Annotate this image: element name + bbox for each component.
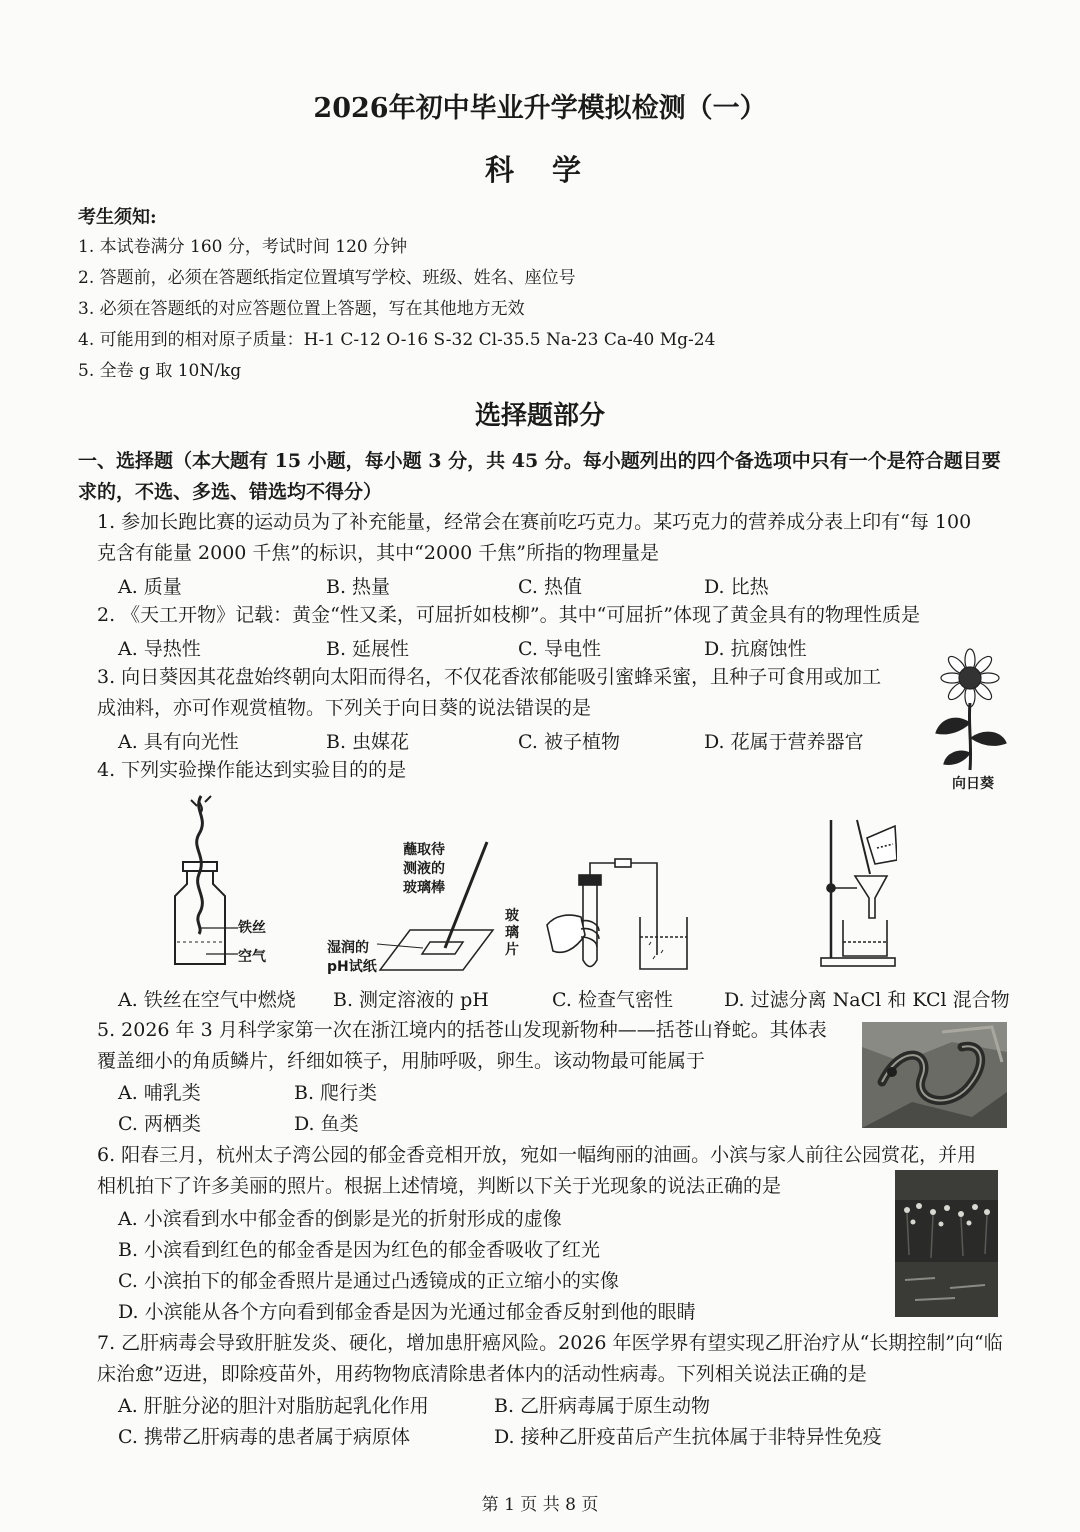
label-air: 空气 [238, 949, 266, 965]
q5-option-c: C. 两栖类 [118, 1113, 201, 1135]
question-1-line-1: 1. 参加长跑比赛的运动员为了补充能量，经常会在赛前吃巧克力。某巧克力的营养成分表上印有“每 100 [97, 511, 972, 533]
label-rod-1: 蘸取待 [403, 842, 445, 858]
notice-item: 5. 全卷 g 取 10N/kg [78, 361, 242, 381]
q2-option-c: C. 导电性 [518, 638, 601, 660]
question-3-line-2: 成油料，亦可作观赏植物。下列关于向日葵的说法错误的是 [97, 697, 592, 719]
q2-option-a: A. 导热性 [118, 638, 201, 660]
airtightness-diagram [545, 855, 695, 975]
q2-option-d: D. 抗腐蚀性 [704, 638, 807, 660]
q7-option-d: D. 接种乙肝疫苗后产生抗体属于非特异性免疫 [494, 1426, 882, 1448]
label-iron-wire: 铁丝 [238, 920, 266, 936]
q1-option-b: B. 热量 [326, 576, 391, 598]
label-paper-2: pH试纸 [327, 959, 377, 975]
sunflower-image [930, 648, 1010, 773]
q7-option-a: A. 肝脏分泌的胆汁对脂肪起乳化作用 [118, 1395, 429, 1417]
section-title: 选择题部分 [474, 401, 605, 431]
label-paper-1: 湿润的 [327, 940, 369, 956]
q5-option-b: B. 爬行类 [294, 1082, 378, 1104]
q6-option-d: D. 小滨能从各个方向看到郁金香是因为光通过郁金香反射到他的眼睛 [118, 1301, 696, 1323]
question-7-line-2: 床治愈”迈进，即除疫苗外，用药物物底清除患者体内的活动性病毒。下列相关说法正确的是 [97, 1363, 867, 1385]
q3-option-a: A. 具有向光性 [118, 731, 239, 753]
ph-test-diagram [375, 840, 500, 975]
q4-option-b: B. 测定溶液的 pH [333, 989, 489, 1011]
q4-option-d: D. 过滤分离 NaCl 和 KCl 混合物 [724, 989, 1010, 1011]
subject-title: 科 学 [484, 153, 596, 187]
notice-item: 4. 可能用到的相对原子质量：H-1 C-12 O-16 S-32 Cl-35.5 Na-23 Ca-40 Mg-24 [78, 330, 716, 350]
q7-option-c: C. 携带乙肝病毒的患者属于病原体 [118, 1426, 410, 1448]
label-rod-3: 玻璃棒 [403, 880, 445, 896]
question-5-line-2: 覆盖细小的角质鳞片，纤细如筷子，用肺呼吸，卵生。该动物最可能属于 [97, 1050, 706, 1072]
question-6-line-2: 相机拍下了许多美丽的照片。根据上述情境，判断以下关于光现象的说法正确的是 [97, 1175, 782, 1197]
notice-item: 2. 答题前，必须在答题纸指定位置填写学校、班级、姓名、座位号 [78, 268, 576, 288]
part-heading: 一、选择题（本大题有 15 小题，每小题 3 分，共 45 分。每小题列出的四个备选项中只有一个是符合题目要求的，不选、多选、错选均不得分） [78, 450, 1001, 503]
question-6-line-1: 6. 阳春三月，杭州太子湾公园的郁金香竞相开放，宛如一幅绚丽的油画。小滨与家人前往公园赏花，并用 [97, 1144, 977, 1166]
page-footer: 第 1 页 共 8 页 [481, 1495, 599, 1515]
q5-option-a: A. 哺乳类 [118, 1082, 201, 1104]
q5-option-d: D. 鱼类 [294, 1113, 359, 1135]
pointer-lines-a [196, 920, 240, 960]
question-2-line-1: 2. 《天工开物》记载：黄金“性又柔，可屈折如枝柳”。其中“可屈折”体现了黄金具有的物理性质是 [97, 604, 921, 626]
sunflower-caption: 向日葵 [952, 776, 994, 792]
q7-option-b: B. 乙肝病毒属于原生动物 [494, 1395, 711, 1417]
tulip-photo [895, 1170, 998, 1317]
snake-photo [862, 1022, 1007, 1128]
q1-option-a: A. 质量 [118, 576, 182, 598]
label-rod-2: 测液的 [403, 861, 445, 877]
q1-option-c: C. 热值 [518, 576, 582, 598]
notice-item: 1. 本试卷满分 160 分，考试时间 120 分钟 [78, 237, 408, 257]
notice-heading: 考生须知: [78, 207, 157, 228]
q1-option-d: D. 比热 [704, 576, 769, 598]
q6-option-c: C. 小滨拍下的郁金香照片是通过凸透镜成的正立缩小的实像 [118, 1270, 619, 1292]
q6-option-b: B. 小滨看到红色的郁金香是因为红色的郁金香吸收了红光 [118, 1239, 601, 1261]
q4-option-a: A. 铁丝在空气中燃烧 [118, 989, 296, 1011]
filtration-diagram [815, 818, 897, 968]
question-7-line-1: 7. 乙肝病毒会导致肝脏发炎、硬化，增加患肝癌风险。2026 年医学界有望实现乙肝治疗从“长期控制”向“临 [97, 1332, 1003, 1354]
q4-option-c: C. 检查气密性 [552, 989, 673, 1011]
exam-title: 2026年初中毕业升学模拟检测（一） [313, 93, 767, 124]
question-4-line-1: 4. 下列实验操作能达到实验目的的是 [97, 759, 407, 781]
label-glass-slide: 玻璃片 [505, 908, 519, 958]
question-1-line-2: 克含有能量 2000 千焦”的标识，其中“2000 千焦”所指的物理量是 [97, 542, 659, 564]
question-5-line-1: 5. 2026 年 3 月科学家第一次在浙江境内的括苍山发现新物种——括苍山脊蛇。其体表 [97, 1019, 827, 1041]
q3-option-b: B. 虫媒花 [326, 731, 410, 753]
q3-option-c: C. 被子植物 [518, 731, 620, 753]
notice-item: 3. 必须在答题纸的对应答题位置上答题，写在其他地方无效 [78, 299, 525, 319]
q3-option-d: D. 花属于营养器官 [704, 731, 864, 753]
q2-option-b: B. 延展性 [326, 638, 410, 660]
q6-option-a: A. 小滨看到水中郁金香的倒影是光的折射形成的虚像 [118, 1208, 562, 1230]
question-3-line-1: 3. 向日葵因其花盘始终朝向太阳而得名，不仅花香浓郁能吸引蜜蜂采蜜，且种子可食用或加工 [97, 666, 882, 688]
